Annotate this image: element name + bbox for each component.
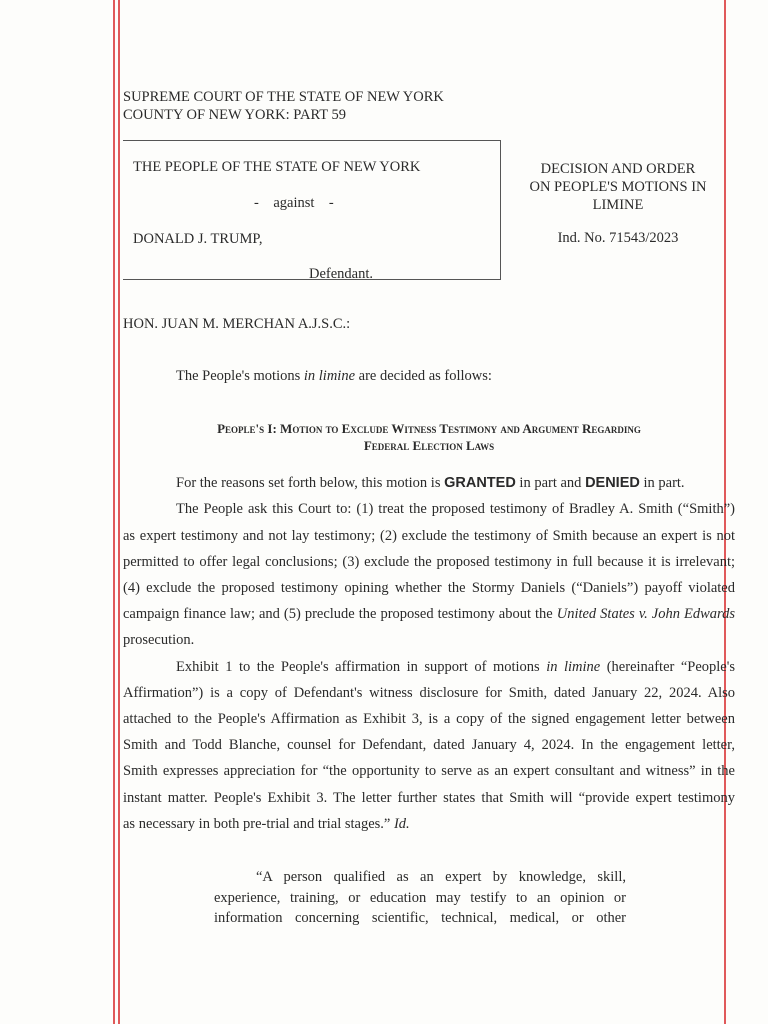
paragraph-line: as necessary in both pre-trial and trial stages.” Id. [123,816,410,832]
case-citation: United States v. John Edwards [556,606,735,622]
block-quote-line: information concerning scientific, technical, medical, or other [214,910,626,926]
section-heading-line2: Federal Election Laws [363,438,495,453]
paragraph-line: Exhibit 1 to the People's affirmation in support of motions in limine (hereinafter “People's [176,659,735,675]
ruling-granted: GRANTED [444,475,516,491]
paragraph-line: prosecution. [123,632,195,648]
indictment-number: Ind. No. 71543/2023 [557,230,679,246]
paragraph-line: attached to the People's Affirmation as Exhibit 3, is a copy of the signed engagement letter between [123,711,735,727]
paragraph-line: as expert testimony and not lay testimony; (2) exclude the testimony of Smith because an expert is not [123,528,735,544]
judge-name: HON. JUAN M. MERCHAN A.J.S.C.: [123,316,351,332]
decision-title-line1: DECISION AND ORDER [540,161,696,177]
paragraph-line: The People ask this Court to: (1) treat the proposed testimony of Bradley A. Smith (“Smith”) [176,501,735,517]
ruling-denied: DENIED [585,475,640,491]
court-county-part: COUNTY OF NEW YORK: PART 59 [123,107,346,123]
block-quote-line: experience, training, or education may testify to an opinion or [214,890,626,906]
paragraph-line: (4) exclude the proposed testimony opining whether the Stormy Daniels (“Daniels”) payoff violated [123,580,735,596]
court-header [123,88,444,124]
left-margin-line-outer [113,0,115,1024]
paragraph-line: Smith expresses appreciation for “the opportunity to serve as an expert consultant and witness” in the [123,763,735,779]
intro-sentence: The People's motions in limine are decided as follows: [176,368,492,384]
caption-against: - against - [254,195,334,211]
id-citation: Id. [393,816,410,832]
caption-defendant-role: Defendant. [309,266,374,282]
paragraph-line: permitted to offer legal conclusions; (3) exclude the proposed testimony in full because it is irrelevant; [123,554,735,570]
left-margin-line-inner [118,0,120,1024]
paragraph-line: instant matter. People's Exhibit 3. The letter further states that Smith will “provide expert testimony [123,790,735,806]
caption-plaintiff: THE PEOPLE OF THE STATE OF NEW YORK [133,159,421,175]
section-heading-line1: People's I: Motion to Exclude Witness Testimony and Argument Regarding [217,421,641,436]
section-heading [123,420,735,454]
paragraph-line: Affirmation”) is a copy of Defendant's witness disclosure for Smith, dated January 22, 2024. Also [123,685,735,701]
decision-title-line2: ON PEOPLE'S MOTIONS IN [529,179,707,195]
court-name: SUPREME COURT OF THE STATE OF NEW YORK [123,89,444,105]
paragraph-line: campaign finance law; and (5) preclude the proposed testimony about the United States v. John Edwards [123,606,735,622]
caption-defendant: DONALD J. TRUMP, [133,231,263,247]
ruling-paragraph: For the reasons set forth below, this motion is GRANTED in part and DENIED in part. [176,475,685,491]
decision-title [500,160,736,214]
decision-title-line3: LIMINE [592,197,644,213]
paragraph-line: Smith and Todd Blanche, counsel for Defendant, dated January 4, 2024. In the engagement letter, [123,737,735,753]
block-quote-line: “A person qualified as an expert by knowledge, skill, [256,869,626,885]
